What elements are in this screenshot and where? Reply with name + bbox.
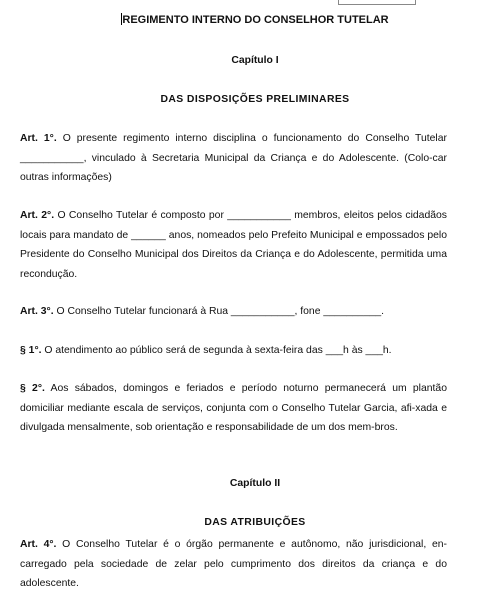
article-1-text: O presente regimento interno disciplina o funcionamento do Conselho Tutelar ___________, vinculado à Secretaria Municipal da Criança e do Adolescente. (Colo-car outras informações) (20, 133, 447, 183)
chapter-2-heading: Capítulo II (229, 478, 281, 489)
article-4 (20, 535, 447, 594)
document-title (20, 13, 490, 26)
article-4-label: Art. 4°. (20, 539, 57, 550)
article-3 (20, 302, 447, 322)
article-3-label: Art. 3°. (20, 306, 54, 317)
section-2-heading: DAS ATRIBUIÇÕES (204, 517, 306, 528)
paragraph-2-label: § 2°. (20, 383, 45, 394)
article-1 (20, 129, 447, 188)
header-box (338, 0, 416, 5)
paragraph-2 (20, 379, 447, 438)
article-1-label: Art. 1°. (20, 133, 57, 144)
document-title-text: REGIMENTO INTERNO DO CONSELHOR TUTELAR (122, 14, 389, 26)
article-2 (20, 206, 447, 284)
section-1-heading: DAS DISPOSIÇÕES PRELIMINARES (160, 94, 350, 105)
article-3-text: O Conselho Tutelar funcionará à Rua ___________, fone __________. (53, 306, 385, 317)
paragraph-2-text: Aos sábados, domingos e feriados e período noturno permanecerá um plantão domiciliar mediante escala de serviços, conjunta com o Conselho Tutelar Garcia, afi-xada e divulgada mensalmente, sob orientação e responsabilidade de um dos mem-bros. (20, 383, 447, 433)
article-2-label: Art. 2°. (20, 210, 55, 221)
article-2-text: O Conselho Tutelar é composto por ___________ membros, eleitos pelos cidadãos locais para mandato de ______ anos, nomeados pelo Prefeito Municipal e empossados pelo Presidente do Conselho Municipal dos Direitos da Criança e do Adolescente, permitida uma recondução. (20, 210, 447, 280)
chapter-1-heading: Capítulo I (231, 55, 279, 66)
paragraph-1-label: § 1°. (20, 345, 42, 356)
paragraph-1 (20, 341, 447, 361)
article-4-text: O Conselho Tutelar é o órgão permanente e autônomo, não jurisdicional, en-carregado pela sociedade de zelar pelo cumprimento dos direitos da criança e do adolescente. (20, 539, 447, 589)
paragraph-1-text: O atendimento ao público será de segunda à sexta-feira das ___h às ___h. (41, 345, 392, 356)
